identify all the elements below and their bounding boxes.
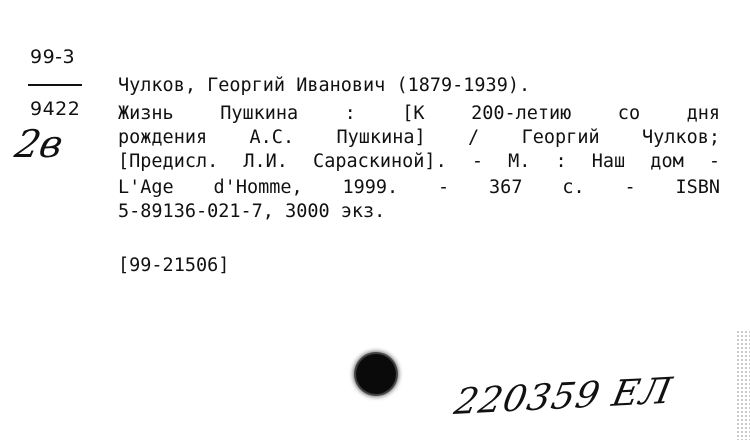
- title-line-1: Жизнь Пушкина : [К 200-летию со дня: [118, 103, 720, 124]
- handwritten-code: 2в: [11, 122, 67, 166]
- shelf-mark-bottom: 9422: [30, 98, 81, 120]
- imprint-line-2: L'Age d'Homme, 1999. - 367 с. - ISBN: [118, 177, 720, 198]
- imprint-line-1: [Предисл. Л.И. Сараскиной]. - М. : Наш дом -: [118, 151, 720, 172]
- shelf-mark-top: 99-3: [30, 46, 76, 68]
- author-heading: Чулков, Георгий Иванович (1879-1939).: [118, 75, 531, 96]
- record-number: [99-21506]: [118, 255, 230, 276]
- punch-hole: [356, 354, 396, 394]
- isbn-line: 5-89136-021-7, 3000 экз.: [118, 201, 386, 222]
- handwritten-inventory: 220359 ЕЛ: [450, 370, 676, 423]
- scan-speckle: [736, 330, 750, 440]
- title-line-2: рождения А.С. Пушкина] / Георгий Чулков;: [118, 127, 720, 148]
- shelf-mark-divider: [28, 84, 82, 86]
